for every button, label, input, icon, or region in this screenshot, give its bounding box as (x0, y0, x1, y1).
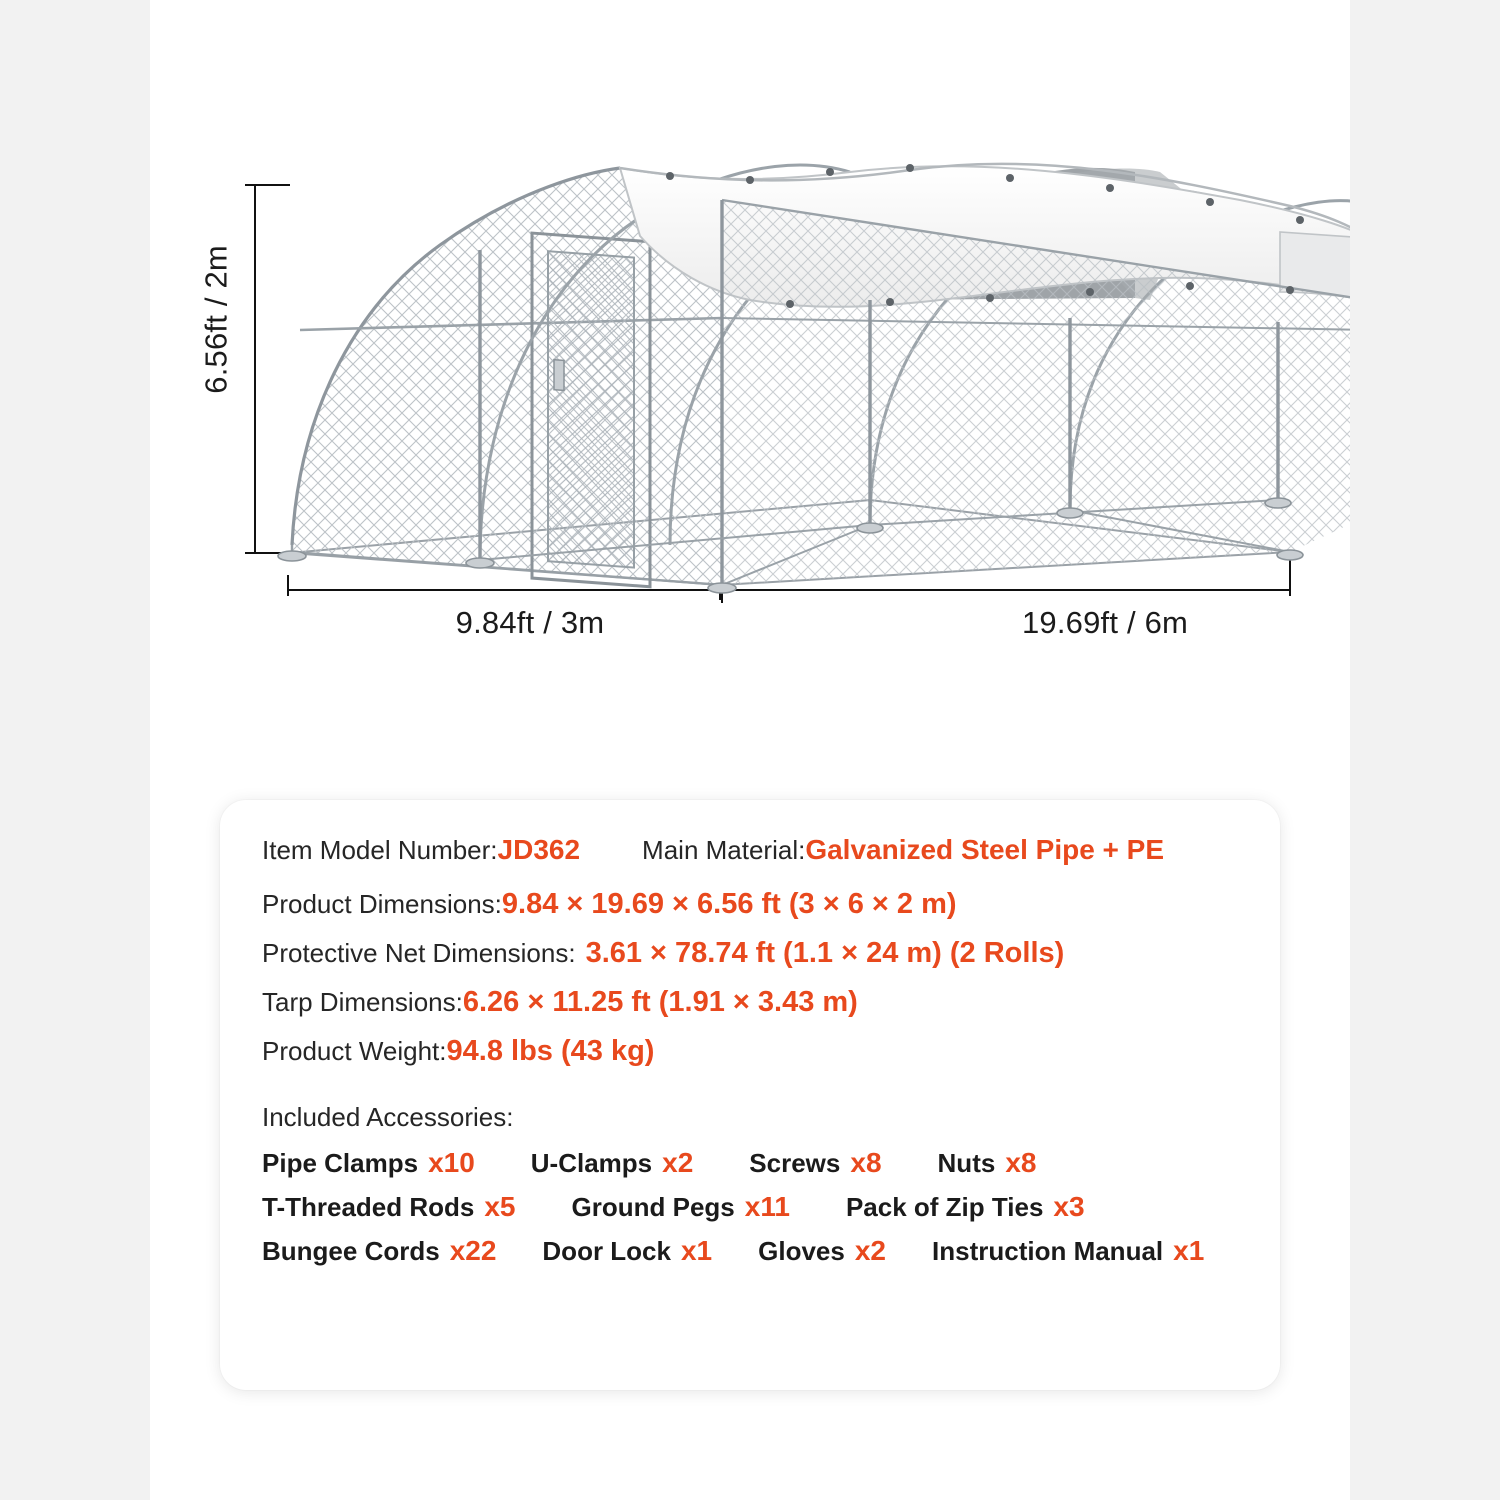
right-gutter (1350, 0, 1500, 1500)
accessory-name: U-Clamps (530, 1148, 653, 1178)
product-weight-label: Product Weight: (262, 1036, 447, 1066)
accessory-qty: x1 (1173, 1235, 1205, 1266)
accessory-name: Screws (749, 1148, 841, 1178)
accessory-qty: x11 (744, 1191, 790, 1222)
accessory-item (572, 1191, 790, 1223)
tarp-dimensions-row (262, 986, 1250, 1019)
accessories-row (262, 1191, 1250, 1223)
content-canvas (150, 0, 1350, 1500)
material-value: Galvanized Steel Pipe + PE (805, 834, 1165, 865)
accessory-qty: x10 (428, 1147, 475, 1178)
left-gutter (0, 0, 150, 1500)
accessories-row (262, 1147, 1250, 1179)
specification-content (262, 834, 1250, 1279)
accessory-item (531, 1147, 694, 1179)
model-group (262, 834, 580, 866)
accessory-item (846, 1191, 1085, 1223)
product-weight-row (262, 1035, 1250, 1068)
product-dimensions-value: 9.84 × 19.69 × 6.56 ft (3 × 6 × 2 m) (501, 888, 957, 920)
accessory-name: Ground Pegs (571, 1192, 735, 1222)
accessory-item (542, 1235, 712, 1267)
material-group (642, 834, 1164, 866)
accessory-qty: x2 (662, 1147, 694, 1178)
accessory-qty: x1 (680, 1235, 713, 1266)
accessory-qty: x2 (854, 1235, 887, 1266)
material-label: Main Material: (642, 835, 806, 865)
length-dimension-label: 19.69ft / 6m (1021, 605, 1189, 640)
accessory-name: Instruction Manual (932, 1236, 1164, 1266)
accessory-item (749, 1147, 881, 1179)
net-dimensions-label: Protective Net Dimensions: (262, 938, 576, 968)
specification-card (220, 800, 1280, 1390)
accessory-qty: x8 (850, 1147, 882, 1178)
accessory-name: T-Threaded Rods (262, 1192, 475, 1222)
accessory-item (932, 1235, 1204, 1267)
accessory-name: Door Lock (542, 1236, 671, 1266)
model-material-row (262, 834, 1250, 866)
accessory-item (262, 1147, 475, 1179)
tarp-dimensions-label: Tarp Dimensions: (262, 987, 463, 1017)
height-dimension-label: 6.56ft / 2m (198, 245, 234, 394)
model-value: JD362 (497, 834, 581, 865)
accessory-name: Pipe Clamps (262, 1148, 419, 1178)
product-weight-value: 94.8 lbs (43 kg) (446, 1035, 655, 1067)
tarp-dimensions-value: 6.26 × 11.25 ft (1.91 × 3.43 m) (462, 986, 858, 1018)
product-dimensions-row (262, 888, 1250, 921)
net-dimensions-value: 3.61 × 78.74 ft (1.1 × 24 m) (2 Rolls) (585, 937, 1065, 969)
model-label: Item Model Number: (262, 835, 498, 865)
product-illustration (150, 0, 1350, 740)
product-dimensions-label: Product Dimensions: (262, 889, 502, 919)
coop-door (532, 233, 650, 587)
width-dimension-label: 9.84ft / 3m (455, 605, 605, 640)
accessories-row (262, 1235, 1250, 1267)
accessory-name: Gloves (758, 1236, 845, 1266)
accessories-heading: Included Accessories: (262, 1102, 514, 1132)
accessory-item (262, 1191, 516, 1223)
accessory-name: Pack of Zip Ties (845, 1192, 1044, 1222)
accessory-item (262, 1235, 496, 1267)
accessory-qty: x8 (1005, 1147, 1037, 1178)
accessory-name: Bungee Cords (262, 1236, 440, 1266)
accessory-item (758, 1235, 886, 1267)
accessory-qty: x5 (484, 1191, 516, 1222)
net-dimensions-row (262, 937, 1250, 970)
accessory-qty: x22 (449, 1235, 497, 1266)
accessory-qty: x3 (1053, 1191, 1085, 1222)
accessory-item (938, 1147, 1037, 1179)
accessory-name: Nuts (937, 1148, 996, 1178)
